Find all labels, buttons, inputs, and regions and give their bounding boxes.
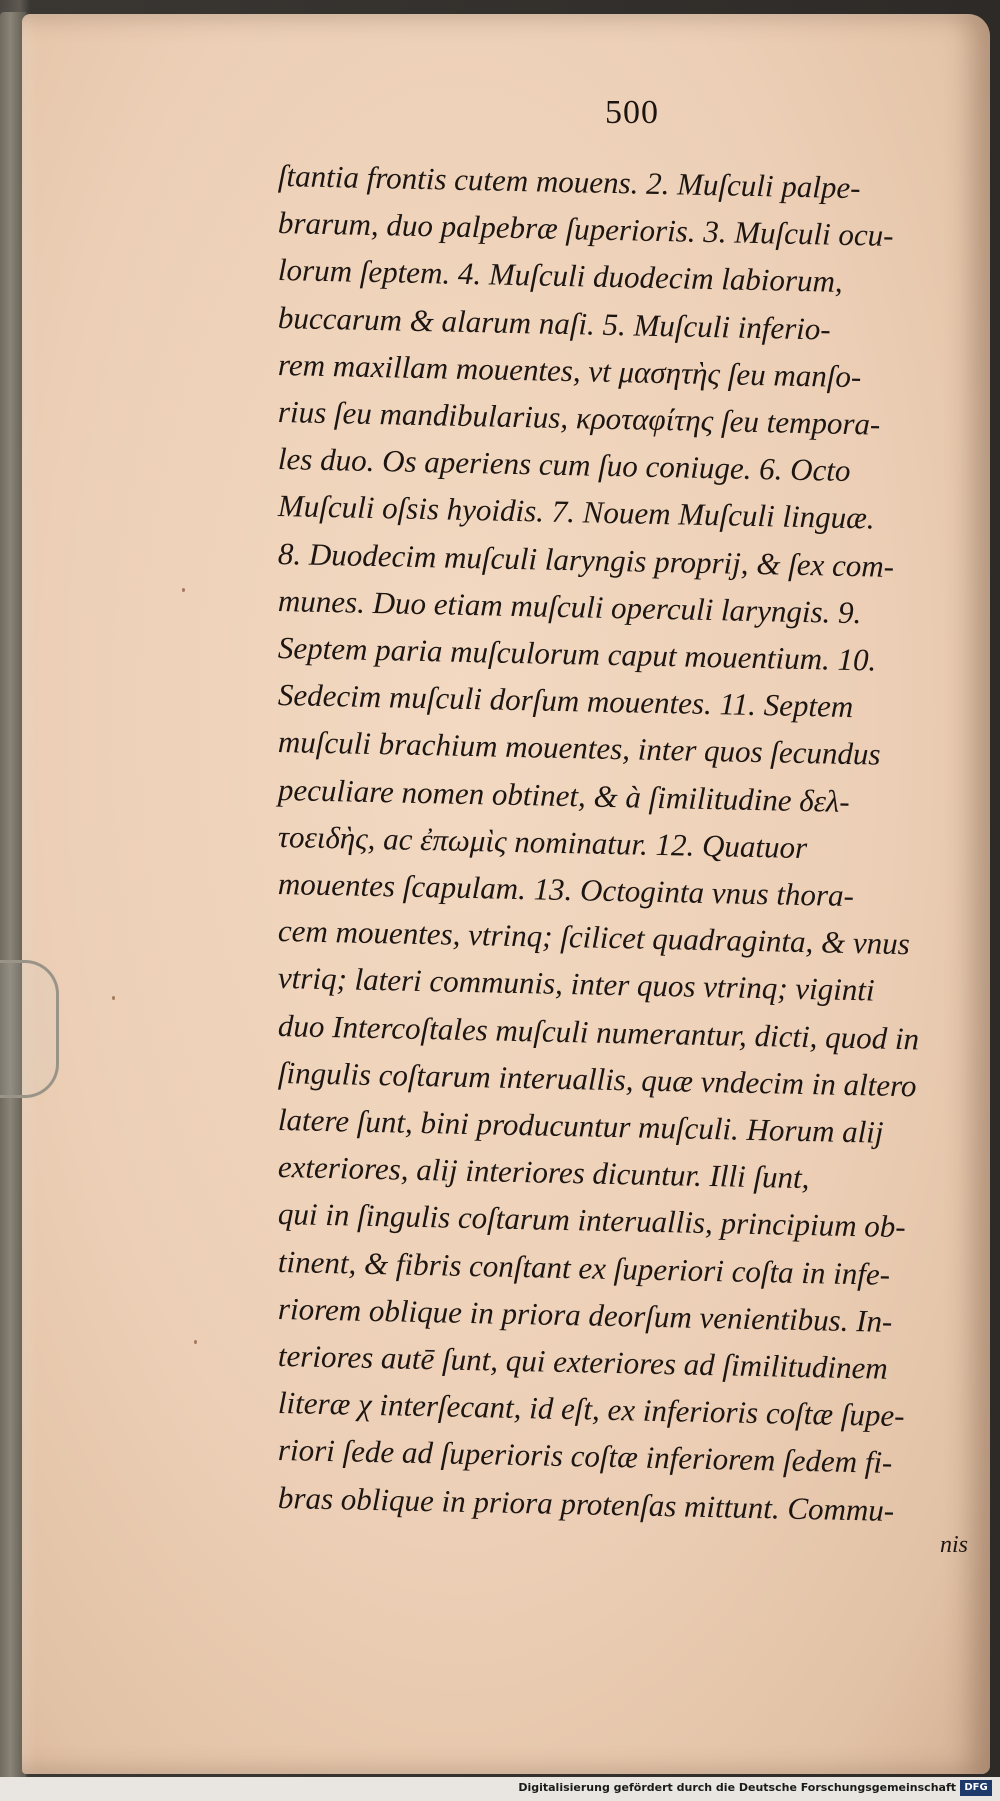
text-line: cem mouentes, vtrinq; ſcilicet quadraginta, & vnus — [277, 913, 911, 962]
dfg-logo: DFG — [960, 1780, 992, 1796]
text-line: les duo. Os aperiens cum ſuo coniuge. 6. Octo — [277, 441, 851, 489]
text-line: buccarum & alarum naſi. 5. Muſculi inferio- — [277, 299, 832, 347]
text-line: Sedecim muſculi dorſum mouentes. 11. Septem — [277, 677, 854, 725]
text-line: rem maxillam mouentes, vt μασητὴς ſeu manſo- — [277, 346, 862, 395]
text-line: teriores autē ſunt, qui exteriores ad ſimilitudinem — [277, 1338, 889, 1386]
text-line: nis — [940, 1531, 969, 1558]
paper-speck — [194, 1340, 197, 1344]
text-line: exteriores, alij interiores dicuntur. Illi ſunt, — [277, 1149, 810, 1196]
text-line: ſtantia frontis cutem mouens. 2. Muſculi palpe- — [277, 158, 861, 206]
text-line: 8. Duodecim muſculi laryngis proprij, & ſex com- — [277, 535, 895, 584]
text-line: literæ χ interſecant, id eſt, ex inferioris coſtæ ſupe- — [277, 1385, 905, 1434]
text-line: brarum, duo palpebræ ſuperioris. 3. Muſculi ocu- — [277, 205, 894, 254]
text-line: Septem paria muſculorum caput mouentium. 10. — [277, 630, 877, 678]
text-line: muſculi brachium mouentes, inter quos ſecundus — [277, 724, 881, 773]
text-line: lorum ſeptem. 4. Muſculi duodecim labiorum, — [277, 252, 844, 300]
text-line: tinent, & fibris conſtant ex ſuperiori coſta in infe- — [277, 1243, 891, 1292]
text-line: τοειδὴς, ac ἐπωμὶς nominatur. 12. Quatuor — [277, 818, 808, 865]
text-line: riori ſede ad ſuperioris coſtæ inferiorem ſedem fi- — [277, 1432, 893, 1481]
text-line: peculiare nomen obtinet, & à ſimilitudine δελ- — [277, 771, 851, 819]
text-line: Muſculi oſsis hyoidis. 7. Nouem Muſculi linguæ. — [277, 488, 875, 536]
text-line: latere ſunt, bini producuntur muſculi. Horum alij — [277, 1102, 884, 1150]
text-line: munes. Duo etiam muſculi operculi laryngis. 9. — [277, 582, 862, 631]
text-line: vtriq; lateri communis, inter quos vtrinq; viginti — [277, 960, 875, 1008]
text-line: mouentes ſcapulam. 13. Octoginta vnus thora- — [277, 866, 855, 914]
text-line: rius ſeu mandibularius, κροταφίτης ſeu tempora- — [277, 394, 881, 442]
page-number: 500 — [605, 94, 659, 131]
text-line: ſingulis coſtarum interuallis, quæ vndecim in altero — [277, 1054, 917, 1104]
text-line: duo Intercoſtales muſculi numerantur, dicti, quod in — [277, 1007, 920, 1057]
page-clip — [0, 960, 59, 1098]
text-line: bras oblique in priora protenſas mittunt. Commu- — [277, 1479, 895, 1528]
digitization-credit: Digitalisierung gefördert durch die Deutsche Forschungsgemeinschaft — [518, 1781, 956, 1794]
text-line: riorem oblique in priora deorſum venientibus. In- — [277, 1290, 893, 1339]
paper-speck — [112, 996, 115, 1000]
paper-speck — [182, 588, 185, 592]
text-line: qui in ſingulis coſtarum interuallis, principium ob- — [277, 1196, 906, 1245]
